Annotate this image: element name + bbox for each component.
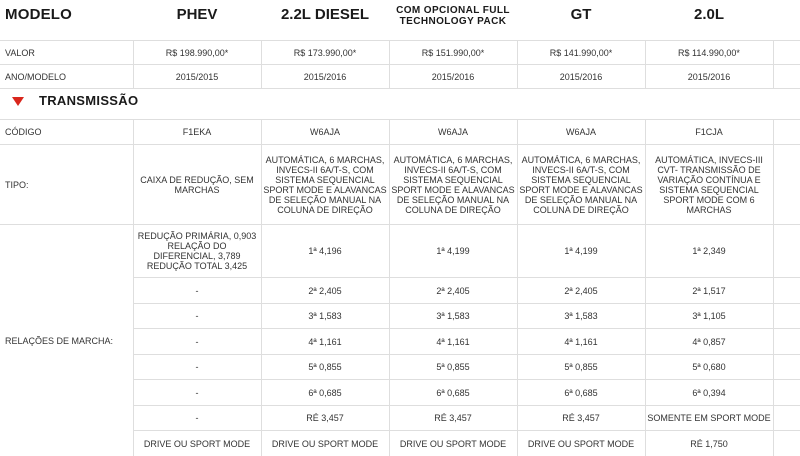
model-name-tech-pack-text: COM OPCIONAL FULL TECHNOLOGY PACK [396,5,510,27]
relacao-cell: - [195,413,199,423]
relacao-cell: 5ª 0,855 [308,362,342,372]
relacao-cell: - [195,387,199,398]
model-name-gt: GT [570,6,592,23]
tipo-cell: AUTOMÁTICA, 6 MARCHAS, INVECS-II 6A/T-S, COM SISTEMA SEQUENCIAL SPORT MODE E ALAVANCAS DE SELEÇÃO MANUAL NA COLUNA DE DIREÇÃO [519,154,643,215]
relacao-cell: 6ª 0,394 [692,387,726,398]
relacao-cell: 6ª 0,685 [308,387,342,398]
model-name-diesel: 2.2L DIESEL [280,6,370,23]
relacao-cell: DRIVE OU SPORT MODE [143,438,251,449]
relacao-cell: 2ª 2,405 [308,285,342,296]
ano-label: ANO/MODELO [5,71,67,82]
relacao-cell: 4ª 1,161 [436,336,470,347]
ano-cell: 2015/2015 [175,71,219,82]
relacao-cell: 4ª 1,161 [564,336,598,347]
model-name-tech-pack [389,0,517,27]
relacao-cell: 4ª 1,161 [308,336,342,347]
relacao-cell: 5ª 0,855 [436,362,470,372]
triangle-down-icon[interactable] [12,97,24,106]
relacao-cell: RÉ 1,750 [690,438,728,449]
relacao-cell: RÉ 3,457 [434,413,472,423]
relacao-cell: 5ª 0,680 [692,362,726,372]
relacao-cell: - [195,285,199,296]
codigo-cell: F1CJA [695,127,723,137]
relacao-cell: RÉ 3,457 [562,413,600,423]
relacao-cell: - [195,311,199,321]
relacao-cell: 4ª 0,857 [692,336,726,347]
valor-cell: R$ 198.990,00* [165,47,229,58]
codigo-label: CÓDIGO [5,127,42,137]
relacao-cell: DRIVE OU SPORT MODE [271,438,379,449]
codigo-cell: W6AJA [309,127,340,137]
model-header-row [0,0,800,40]
divider [773,119,774,456]
ano-cell: 2015/2016 [559,71,603,82]
tipo-cell: AUTOMÁTICA, 6 MARCHAS, INVECS-II 6A/T-S, COM SISTEMA SEQUENCIAL SPORT MODE E ALAVANCAS DE SELEÇÃO MANUAL NA COLUNA DE DIREÇÃO [263,154,387,215]
model-column-label: MODELO [5,6,73,23]
codigo-cell: W6AJA [437,127,468,137]
relacao-cell: DRIVE OU SPORT MODE [399,438,507,449]
divider [773,40,774,88]
codigo-cell: W6AJA [565,127,596,137]
relacao-cell: 3ª 1,105 [692,311,726,321]
relacao-cell: 2ª 1,517 [692,285,726,296]
ano-cell: 2015/2016 [431,71,475,82]
relacoes-label: RELAÇÕES DE MARCHA: [5,335,114,346]
section-title[interactable]: TRANSMISSÃO [39,93,139,108]
relacao-cell: 5ª 0,855 [564,362,598,372]
relacao-cell: SOMENTE EM SPORT MODE [647,413,771,423]
tipo-cell: AUTOMÁTICA, 6 MARCHAS, INVECS-II 6A/T-S, COM SISTEMA SEQUENCIAL SPORT MODE E ALAVANCAS DE SELEÇÃO MANUAL NA COLUNA DE DIREÇÃO [391,154,515,215]
relacao-cell: REDUÇÃO PRIMÁRIA, 0,903 RELAÇÃO DO DIFERENCIAL, 3,789 REDUÇÃO TOTAL 3,425 [137,231,257,271]
relacao-cell: 2ª 2,405 [436,285,470,296]
relacao-cell: 3ª 1,583 [564,311,598,321]
relacao-cell: 1ª 2,349 [692,246,726,256]
relacao-cell: 6ª 0,685 [436,387,470,398]
relacao-cell: 1ª 4,199 [436,246,470,256]
ano-cell: 2015/2016 [687,71,731,82]
relacao-cell: 6ª 0,685 [564,387,598,398]
relacao-cell: RÉ 3,457 [306,413,344,423]
valor-cell: R$ 151.990,00* [421,47,485,58]
relacao-cell: - [195,336,199,347]
ano-cell: 2015/2016 [303,71,347,82]
model-name-phev: PHEV [176,6,218,23]
valor-cell: R$ 173.990,00* [293,47,357,58]
relacao-cell: 1ª 4,196 [308,246,342,256]
model-name-20l: 2.0L [693,6,724,23]
valor-cell: R$ 141.990,00* [549,47,613,58]
tipo-cell: CAIXA DE REDUÇÃO, SEM MARCHAS [140,174,254,195]
relacao-cell: 1ª 4,199 [564,246,598,256]
relacao-cell: DRIVE OU SPORT MODE [527,438,635,449]
valor-cell: R$ 114.990,00* [678,47,740,58]
tipo-label: TIPO: [5,179,29,190]
valor-label: VALOR [5,47,35,58]
tipo-cell: AUTOMÁTICA, INVECS-III CVT- TRANSMISSÃO DE VARIAÇÃO CONTÍNUA E SISTEMA SEQUENCIAL SPORT MODE COM 6 MARCHAS [655,154,763,215]
relacao-cell: - [195,362,199,372]
relacao-cell: 3ª 1,583 [308,311,342,321]
relacao-cell: 2ª 2,405 [564,285,598,296]
codigo-cell: F1EKA [182,127,212,137]
relacao-cell: 3ª 1,583 [436,311,470,321]
